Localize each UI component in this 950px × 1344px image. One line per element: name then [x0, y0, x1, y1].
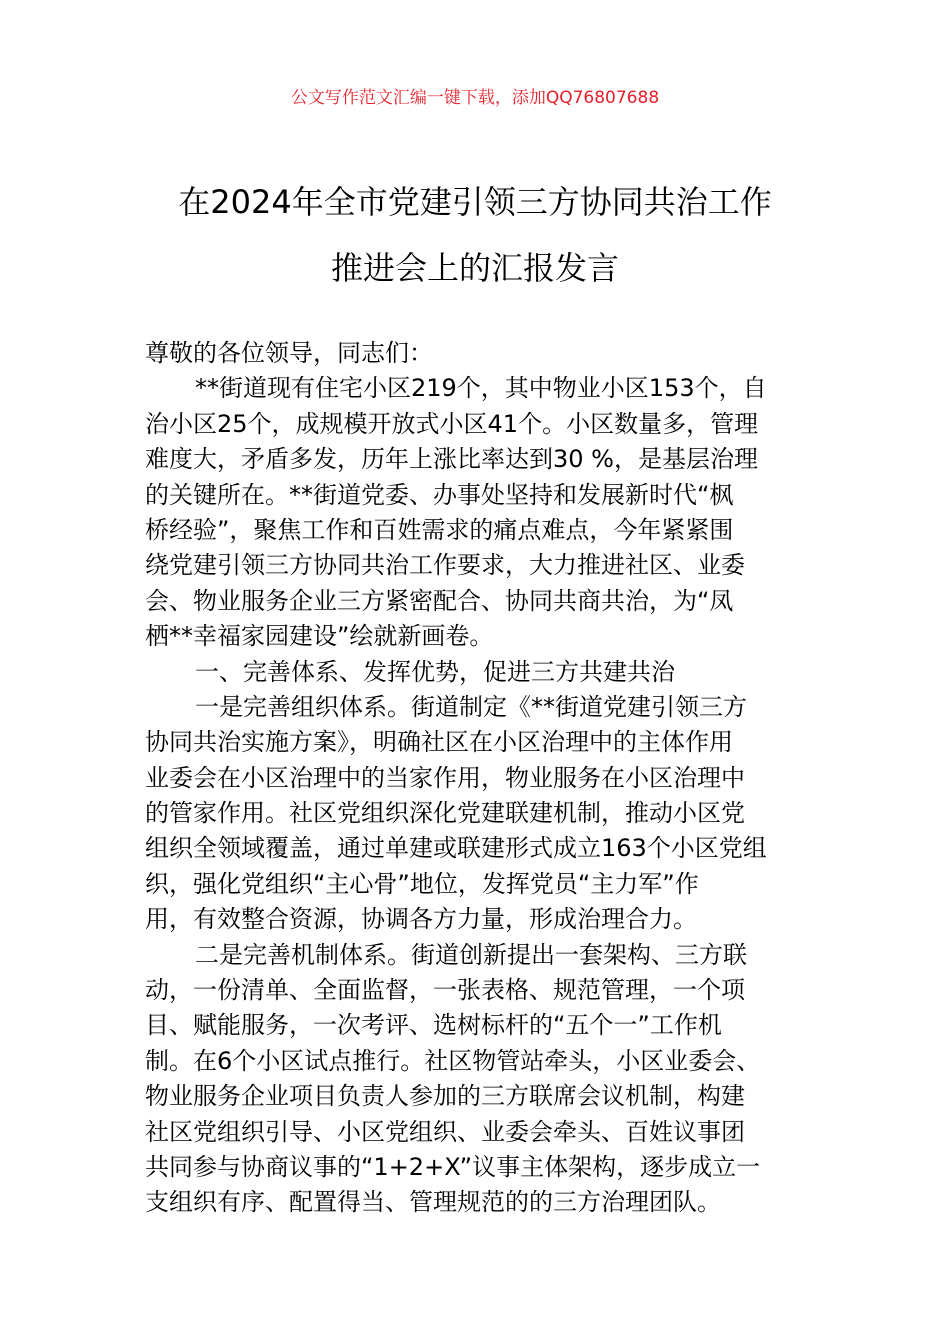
body-line: 栖**幸福家园建设”绘就新画卷。	[145, 622, 494, 651]
download-notice: 公文写作范文汇编一键下载，添加QQ76807688	[290, 88, 660, 108]
body-line: 会、物业服务企业三方紧密配合、协同共商共治，为“凤	[145, 586, 734, 615]
body-line: 共同参与协商议事的“1+2+X”议事主体架构，逐步成立一	[145, 1152, 761, 1181]
body-line: 一是完善组织体系。街道制定《**街道党建引领三方	[195, 692, 747, 721]
body-line: 治小区25个，成规模开放式小区41个。小区数量多，管理	[145, 409, 759, 438]
body-line: 绕党建引领三方协同共治工作要求，大力推进社区、业委	[145, 551, 745, 580]
salutation: 尊敬的各位领导，同志们：	[145, 339, 433, 367]
body-line: 组织全领域覆盖，通过单建或联建形式成立163个小区党组	[145, 834, 767, 863]
body-line: 难度大，矛盾多发，历年上涨比率达到30 %，是基层治理	[145, 445, 758, 474]
body-line: **街道现有住宅小区219个，其中物业小区153个，自	[195, 374, 767, 403]
body-line: 织，强化党组织“主心骨”地位，发挥党员“主力军”作	[145, 869, 699, 898]
body-line: 协同共治实施方案》，明确社区在小区治理中的主体作用	[145, 728, 733, 757]
body-line: 目、赋能服务，一次考评、选树标杆的“五个一”工作机	[145, 1011, 722, 1040]
body-line: 的关键所在。**街道党委、办事处坚持和发展新时代“枫	[145, 480, 734, 509]
body-line: 支组织有序、配置得当、管理规范的的三方治理团队。	[145, 1188, 721, 1217]
document-title-line-2: 推进会上的汇报发言	[330, 249, 619, 287]
body-line: 的管家作用。社区党组织深化党建联建机制，推动小区党	[145, 799, 745, 828]
body-line: 动，一份清单、全面监督，一张表格、规范管理，一个项	[145, 976, 745, 1005]
body-line: 用，有效整合资源，协调各方力量，形成治理合力。	[145, 905, 697, 934]
body-line: 桥经验”，聚焦工作和百姓需求的痛点难点，今年紧紧围	[145, 515, 734, 544]
section-heading: 一、完善体系、发挥优势，促进三方共建共治	[195, 657, 675, 686]
body-line: 二是完善机制体系。街道创新提出一套架构、三方联	[195, 940, 747, 969]
body-line: 业委会在小区治理中的当家作用，物业服务在小区治理中	[145, 763, 745, 792]
body-line: 物业服务企业项目负责人参加的三方联席会议机制，构建	[145, 1082, 745, 1111]
body-line: 社区党组织引导、小区党组织、业委会牵头、百姓议事团	[145, 1117, 745, 1146]
document-title-line-1: 在2024年全市党建引领三方协同共治工作	[178, 183, 772, 221]
document-body	[145, 336, 807, 1221]
body-line: 制。在6个小区试点推行。社区物管站牵头，小区业委会、	[145, 1046, 761, 1075]
